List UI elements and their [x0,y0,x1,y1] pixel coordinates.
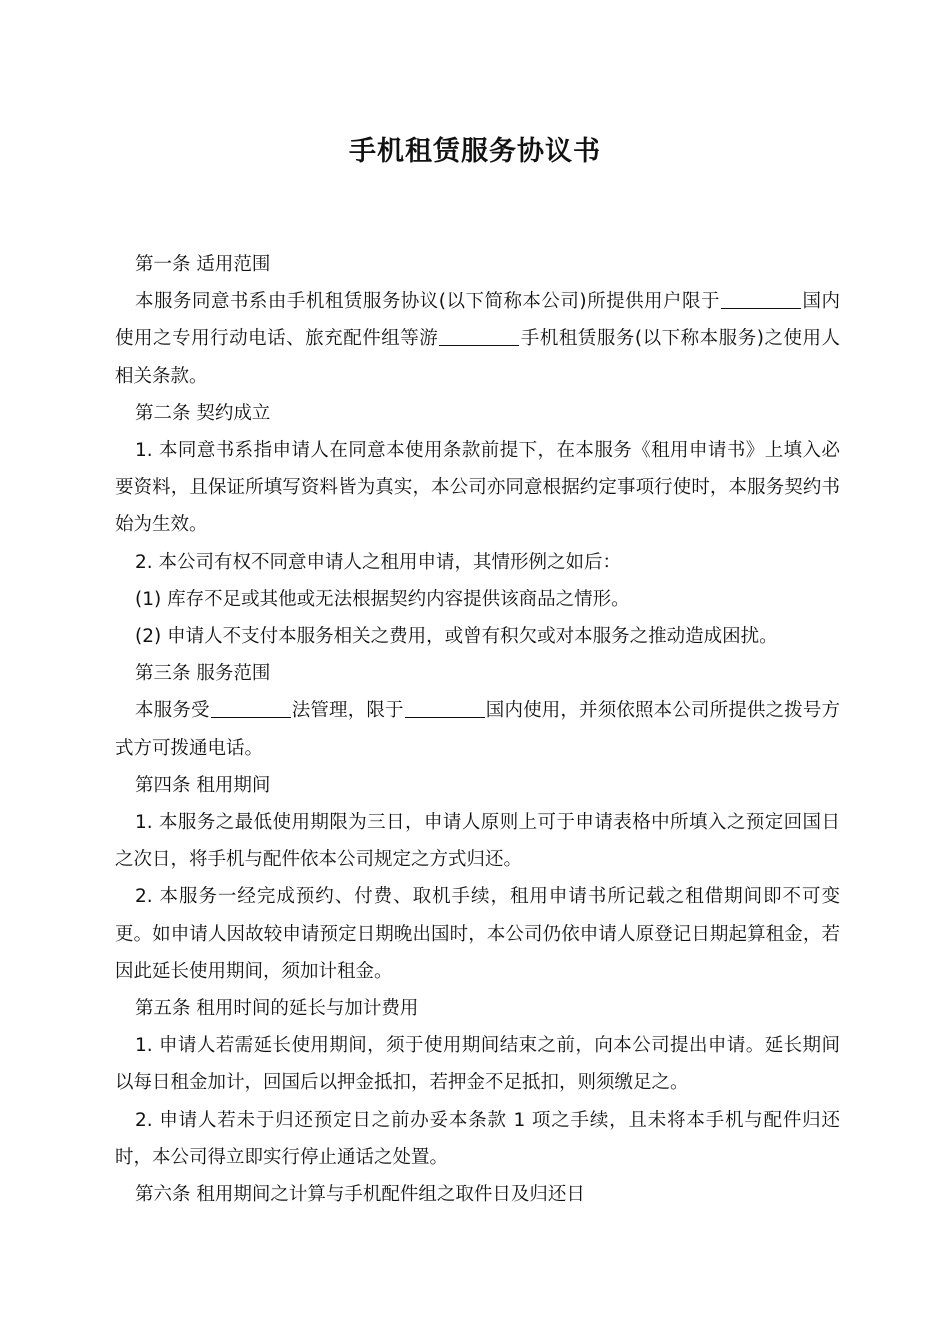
text-segment: 法管理，限于 [291,700,404,722]
body-paragraph: 1. 申请人若需延长使用期间，须于使用期间结束之前，向本公司提出申请。延长期间以每日租金加计，回国后以押金抵扣，若押金不足抵扣，则须缴足之。 [115,1035,840,1094]
text-segment: 本服务同意书系由手机租赁服务协议(以下简称本公司)所提供用户限于 [135,291,720,313]
body-paragraph: 1. 本同意书系指申请人在同意本使用条款前提下，在本服务《租用申请书》上填入必要资料，且保证所填写资料皆为真实，本公司亦同意根据约定事项行使时，本服务契约书始为生效。 [115,440,840,536]
body-paragraph: (1) 库存不足或其他或无法根据契约内容提供该商品之情形。 [135,588,630,610]
fill-in-blank [405,697,485,718]
fill-in-blank [721,288,801,309]
body-paragraph: 2. 本服务一经完成预约、付费、取机手续，租用申请书所记载之租借期间即不可变更。如申请人因故较申请预定日期晚出国时，本公司仍依申请人原登记日期起算租金，若因此延长使用期间，须加计租金。 [115,886,840,982]
body-paragraph [115,692,840,766]
body-paragraph: (2) 申请人不支付本服务相关之费用，或曾有积欠或对本服务之推动造成困扰。 [135,626,778,648]
body-paragraph [115,283,840,395]
body-paragraph: 1. 本服务之最低使用期限为三日，申请人原则上可于申请表格中所填入之预定回国日之次日，将手机与配件依本公司规定之方式归还。 [115,812,840,871]
article-heading: 第一条 适用范围 [135,254,271,275]
article-heading: 第五条 租用时间的延长与加计费用 [135,998,419,1020]
document-body [115,246,840,1213]
body-paragraph: 2. 本公司有权不同意申请人之租用申请，其情形例之如后： [135,551,622,573]
article-heading: 第三条 服务范围 [135,663,271,685]
text-segment: 国内使用之专用行动电话、旅充配件组等游 [115,291,840,350]
article-heading: 第二条 契约成立 [135,402,271,424]
text-segment: 手机租赁服务(以下称本服务)之使用人相关条款。 [115,328,840,387]
document-title: 手机租赁服务协议书 [349,136,601,167]
body-paragraph: 2. 申请人若未于归还预定日之前办妥本条款 1 项之手续，且未将本手机与配件归还时，本公司得立即实行停止通话之处置。 [115,1109,840,1168]
text-segment: 国内使用，并须依照本公司所提供之拨号方式方可拨通电话。 [115,700,840,759]
fill-in-blank [439,325,519,346]
text-segment: 本服务受 [135,700,210,722]
article-heading: 第四条 租用期间 [135,774,271,796]
article-heading: 第六条 租用期间之计算与手机配件组之取件日及归还日 [135,1184,585,1206]
fill-in-blank [211,697,291,718]
